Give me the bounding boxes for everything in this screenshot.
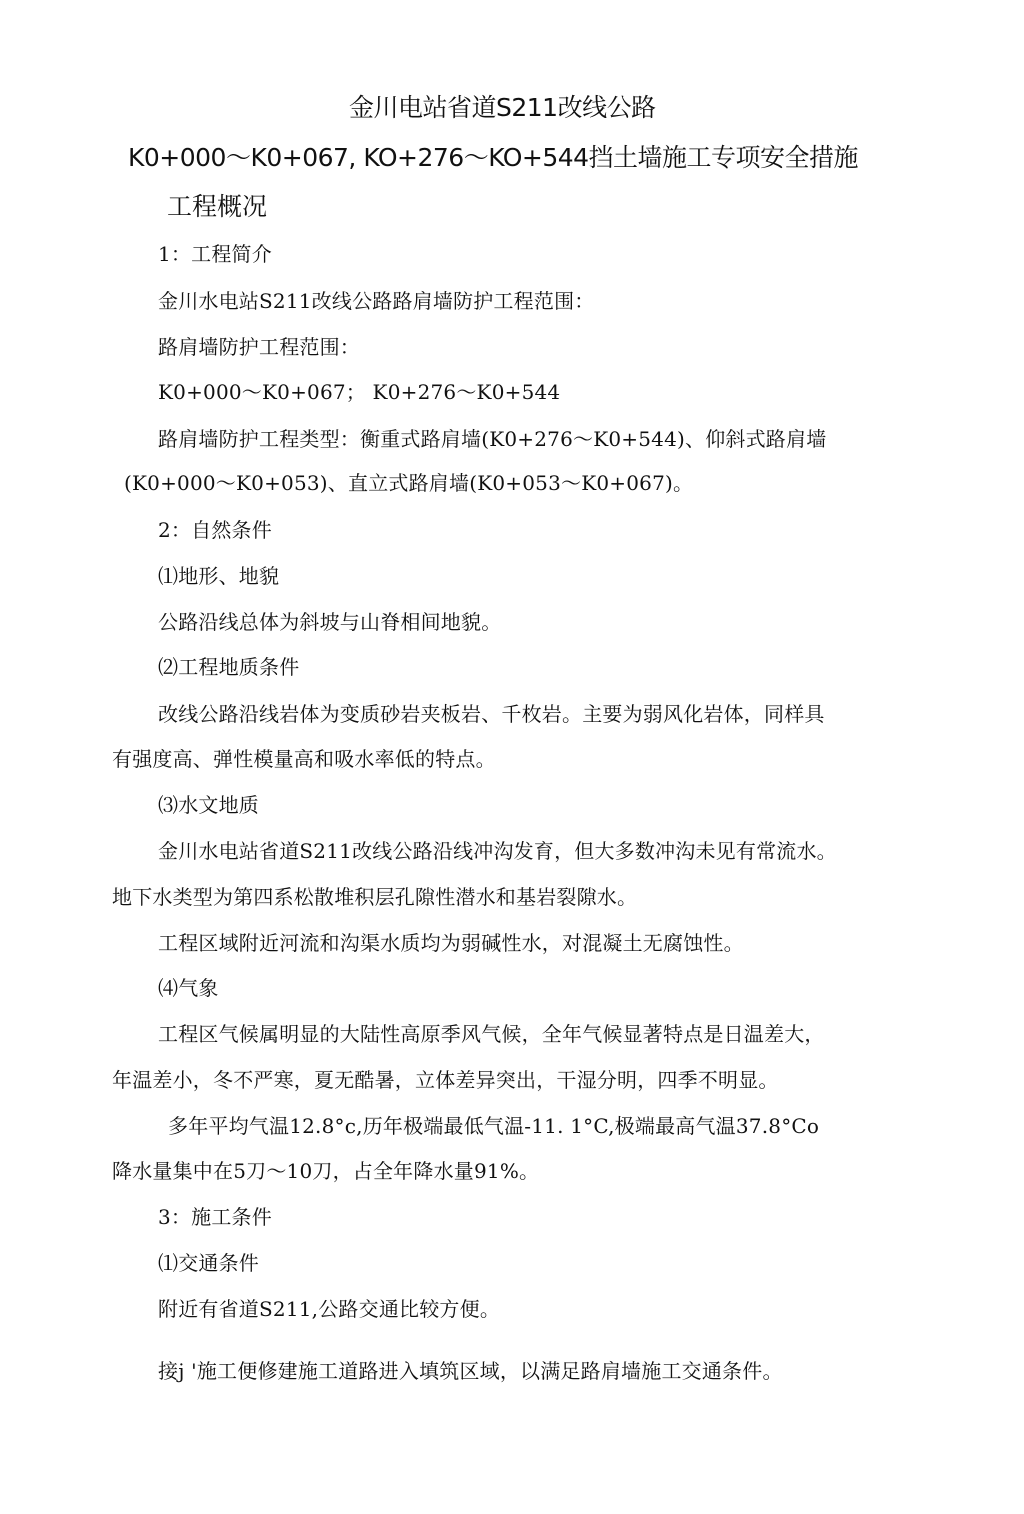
paragraph: 改线公路沿线岩体为变质砂岩夹板岩、千枚岩。主要为弱风化岩体，同样具 [158, 702, 825, 726]
paragraph: 降水量集中在5刀～10刀，占全年降水量91%。 [112, 1159, 540, 1183]
paragraph: 工程区气候属明显的大陆性高原季风气候，全年气候显著特点是日温差大， [158, 1022, 825, 1046]
paragraph: 附近有省道S211,公路交通比较方便。 [158, 1297, 501, 1321]
paragraph: (K0+000～K0+053)、直立式路肩墙(K0+053～K0+067)。 [124, 471, 694, 495]
paragraph: ⑷气象 [158, 976, 219, 1000]
document-title: 金川电站省道S211改线公路 [349, 93, 656, 122]
paragraph: ⑶水文地质 [158, 793, 259, 817]
paragraph: ⑴交通条件 [158, 1251, 259, 1275]
paragraph: ⑴地形、地貌 [158, 564, 280, 588]
paragraph: 多年平均气温12.8°c,历年极端最低气温-11. 1°C,极端最高气温37.8°Co [168, 1114, 820, 1138]
document-subtitle: K0+000～K0+067, KO+276～KO+544挡土墙施工专项安全措施 [128, 143, 859, 172]
paragraph: 有强度高、弹性模量高和吸水率低的特点。 [112, 747, 496, 771]
paragraph: 路肩墙防护工程范围： [158, 335, 360, 359]
paragraph: ⑵工程地质条件 [158, 655, 300, 679]
paragraph: 工程区域附近河流和沟渠水质均为弱碱性水，对混凝土无腐蚀性。 [158, 931, 744, 955]
paragraph: 地下水类型为第四系松散堆积层孔隙性潜水和基岩裂隙水。 [112, 885, 638, 909]
paragraph: 2：自然条件 [158, 518, 272, 542]
paragraph: 年温差小，冬不严寒，夏无酷暑，立体差异突出，干湿分明，四季不明显。 [112, 1068, 779, 1092]
paragraph: 公路沿线总体为斜坡与山脊相间地貌。 [158, 610, 502, 634]
paragraph: 接j '施工便修建施工道路进入填筑区域，以满足路肩墙施工交通条件。 [158, 1359, 783, 1383]
paragraph: 路肩墙防护工程类型：衡重式路肩墙(K0+276～K0+544)、仰斜式路肩墙 [158, 427, 827, 451]
paragraph: 金川水电站省道S211改线公路沿线冲沟发育，但大多数冲沟未见有常流水。 [158, 839, 837, 863]
paragraph: K0+000～K0+067； K0+276～K0+544 [158, 380, 561, 404]
paragraph: 金川水电站S211改线公路路肩墙防护工程范围： [158, 289, 595, 313]
paragraph: 1：工程简介 [158, 242, 272, 266]
paragraph: 3：施工条件 [158, 1205, 272, 1229]
section-heading: 工程概况 [167, 192, 268, 221]
